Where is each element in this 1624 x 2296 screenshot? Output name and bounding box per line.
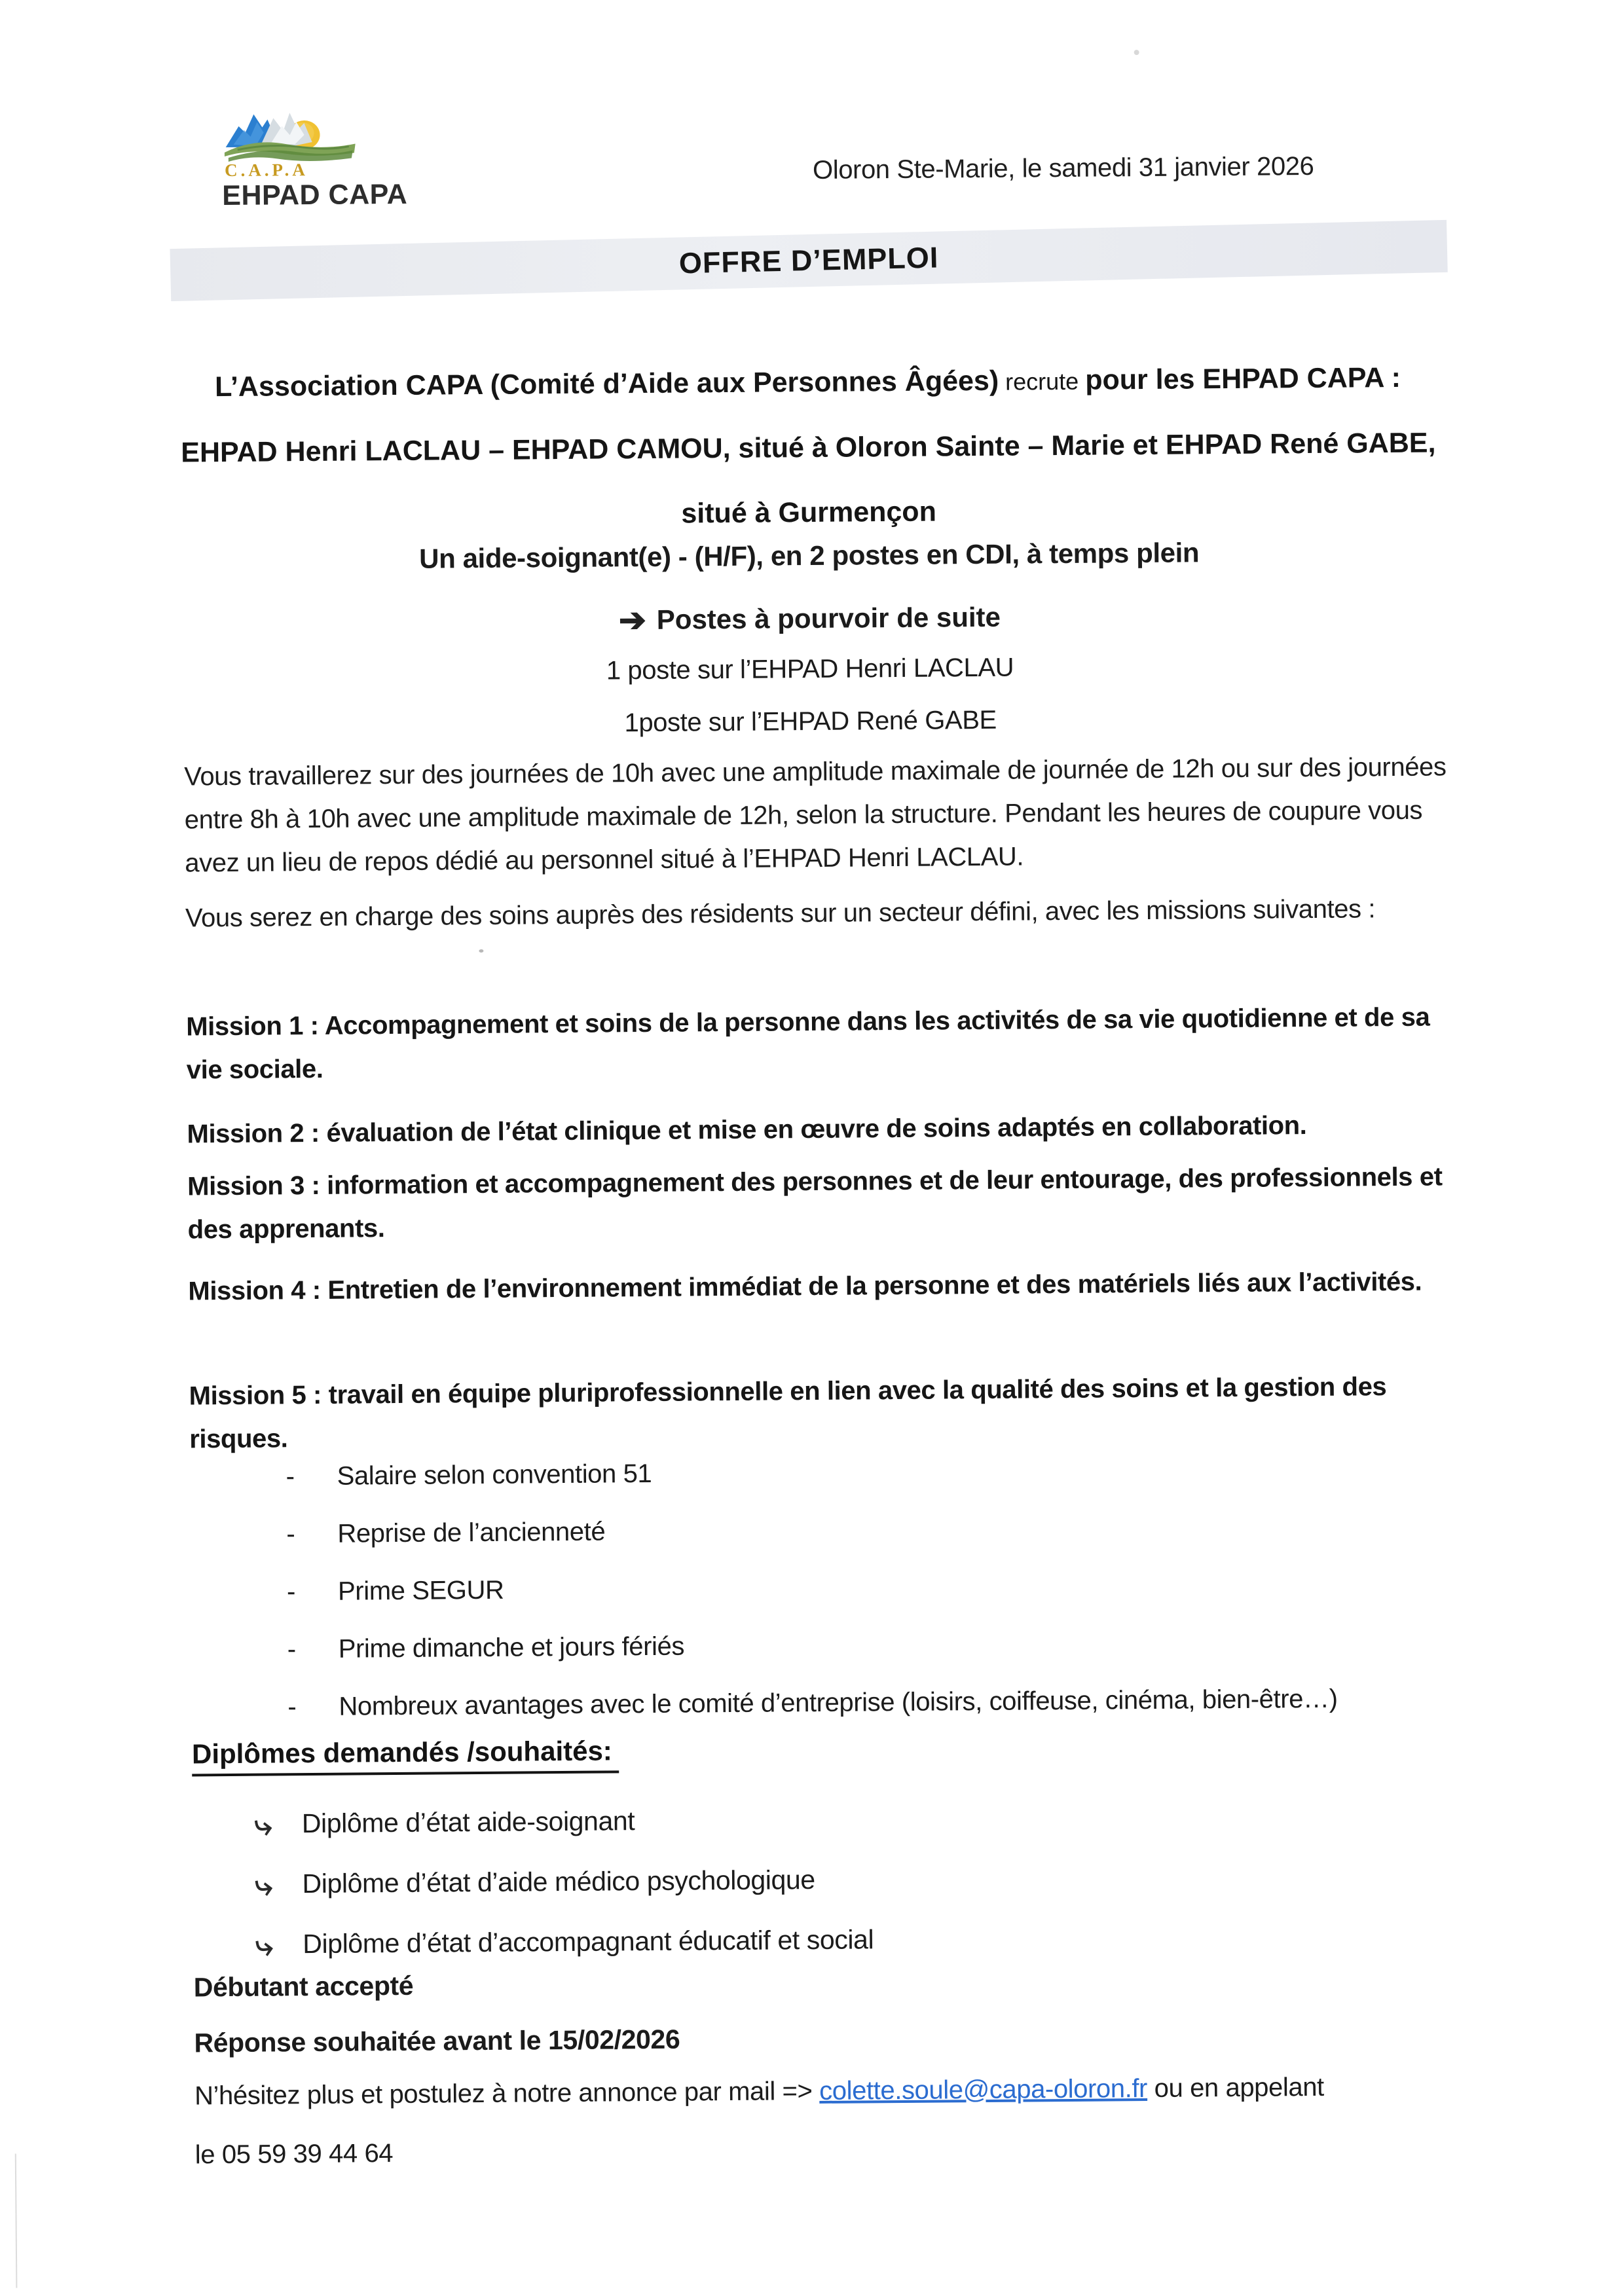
deadline-line: Réponse souhaitée avant le 15/02/2026: [194, 2024, 680, 2058]
curved-arrow-bullet-icon: ⤷: [253, 1927, 275, 1963]
capa-mountain-logo-icon: [224, 105, 356, 167]
diploma-text: Diplôme d’état aide-soignant: [301, 1806, 635, 1839]
benefit-text: Reprise de l’ancienneté: [337, 1517, 606, 1548]
dash-bullet-icon: -: [287, 1692, 297, 1722]
page-title: OFFRE D’EMPLOI: [678, 240, 939, 280]
dateline: Oloron Ste-Marie, le samedi 31 janvier 2026: [812, 151, 1314, 185]
contact-text-after: ou en appelant: [1147, 2072, 1324, 2104]
availability-line: [174, 594, 1445, 642]
title-band: [170, 220, 1447, 301]
mission-item: Mission 3 : information et accompagnement des personnes et de leur entourage, des professionnels et des apprenants.: [187, 1162, 1443, 1245]
curved-arrow-bullet-icon: ⤷: [252, 1806, 274, 1843]
dash-bullet-icon: -: [286, 1577, 296, 1607]
missions-lead-paragraph: Vous serez en charge des soins auprès des résidents sur un secteur défini, avec les missions suivantes :: [185, 894, 1376, 933]
benefit-text: Prime SEGUR: [337, 1575, 504, 1606]
diploma-text: Diplôme d’état d’aide médico psychologique: [302, 1865, 815, 1899]
intro-bold-lead: L’Association CAPA (Comité d’Aide aux Personnes Âgées): [214, 365, 999, 403]
benefit-text: Salaire selon convention 51: [337, 1459, 652, 1491]
dash-bullet-icon: -: [286, 1462, 295, 1491]
benefit-text: Prime dimanche et jours fériés: [338, 1631, 685, 1664]
dash-bullet-icon: -: [286, 1520, 295, 1549]
contact-line: [194, 2071, 1471, 2111]
contact-text-before: N’hésitez plus et postulez à notre annonce par mail =>: [194, 2076, 820, 2111]
benefit-item: [286, 1447, 1464, 1497]
intro-recrute-word: recrute: [999, 367, 1086, 395]
mission-item: Mission 5 : travail en équipe pluriprofessionnelle en lien avec la qualité des soins et la gestion des risques.: [189, 1372, 1387, 1454]
benefit-text: Nombreux avantages avec le comité d’entreprise (loisirs, coiffeuse, cinéma, bien-être…): [339, 1684, 1338, 1721]
diploma-item: [255, 1915, 1434, 1965]
mission-item: Mission 1 : Accompagnement et soins de la personne dans les activités de sa vie quotidienne et de sa vie sociale.: [186, 1002, 1430, 1085]
diploma-item: [252, 1855, 1433, 1904]
right-arrow-icon: ➔: [618, 601, 647, 639]
diplomas-heading: Diplômes demandés /souhaités:: [192, 1735, 619, 1776]
intro-bold-rest: pour les EHPAD CAPA : EHPAD Henri LACLAU – EHPAD CAMOU, situé à Oloron Sainte – Marie et EHPAD René GABE, situé à Gurmençon: [181, 361, 1436, 530]
debutant-line: Débutant accepté: [193, 1970, 414, 2003]
work-schedule-paragraph: Vous travaillerez sur des journées de 10h avec une amplitude maximale de journée de 12h ou sur des journées entre 8h à 10h avec une amplitude maximale de 12h, selon la structure. Pendant les heures de coupure vous avez un lieu de repos dédié au personnel situé à l’EHPAD Henri LACLAU.: [184, 752, 1447, 878]
scan-artifact: [479, 949, 483, 953]
benefit-item: [287, 1620, 1466, 1669]
position-title: Un aide-soignant(e) - (H/F), en 2 postes en CDI, à temps plein: [418, 537, 1200, 574]
scan-artifact: [1134, 50, 1139, 55]
intro-heading: [172, 345, 1444, 550]
email-link[interactable]: colette.soule@capa-oloron.fr: [819, 2074, 1148, 2105]
post-line: 1poste sur l’EHPAD René GABE: [624, 705, 997, 738]
phone-line: le 05 59 39 44 64: [194, 2139, 394, 2170]
benefit-item: [286, 1504, 1465, 1554]
mission-item: Mission 4 : Entretien de l’environnement immédiat de la personne et des matériels liés aux l’activités.: [188, 1267, 1422, 1306]
benefits-list: [286, 1447, 1466, 1744]
benefit-item: [287, 1677, 1466, 1727]
benefit-item: [287, 1562, 1466, 1612]
logo-abbr-text: C.A.P.A: [224, 160, 308, 181]
curved-arrow-bullet-icon: ⤷: [252, 1867, 274, 1903]
diploma-text: Diplôme d’état d’accompagnant éducatif et social: [303, 1924, 874, 1959]
mission-item: Mission 2 : évaluation de l’état clinique et mise en œuvre de soins adaptés en collaboration.: [187, 1111, 1307, 1149]
diploma-item: [252, 1795, 1433, 1844]
scan-artifact: [15, 2154, 18, 2288]
logo-org-name: EHPAD CAPA: [222, 178, 408, 212]
dash-bullet-icon: -: [287, 1635, 297, 1664]
availability-text: Postes à pourvoir de suite: [656, 601, 1001, 635]
post-line: 1 poste sur l’EHPAD Henri LACLAU: [606, 653, 1014, 685]
diplomas-list: [252, 1795, 1435, 1984]
